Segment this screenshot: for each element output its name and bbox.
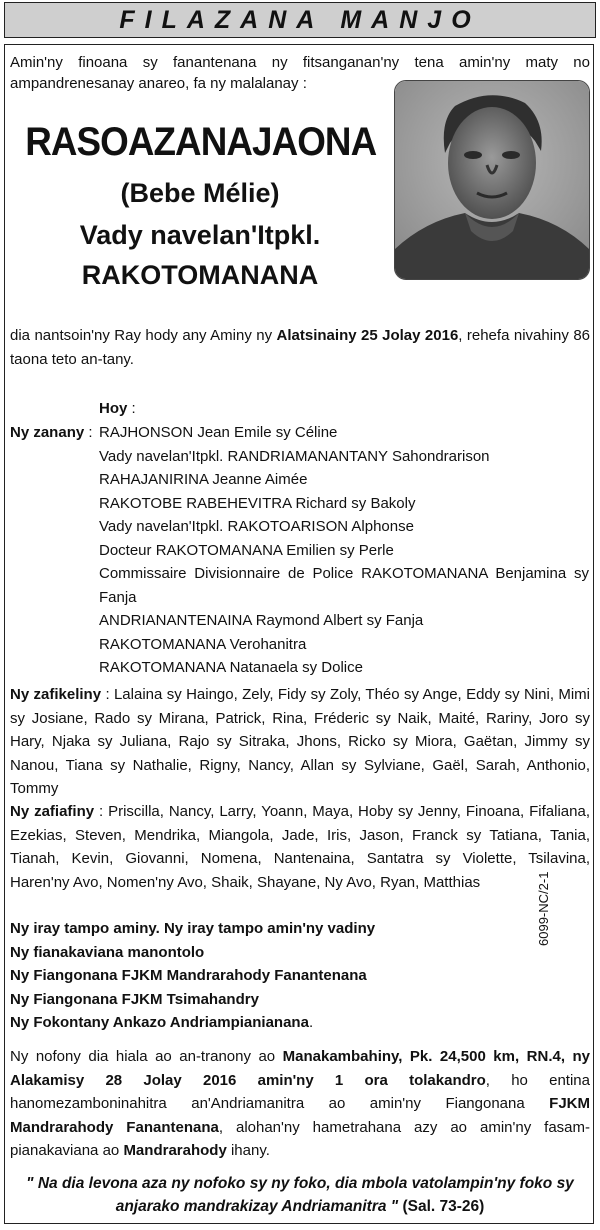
zafiafiny-names: : Priscilla, Nancy, Larry, Yoann, Maya, Hoby sy Jenny, Finoana, Fifaliana, Ezekias, Steven, Mendrika, Miangola, Jade, Iris, Jason, Franck sy Tatiana, Tania, Tianah, Kevin, Giovanni, Nomena, Nantenaina, Santatra sy Violette, Tsilavina, Haren'ny Avo, Nomen'ny Avo, Shaik, Shayane, Ny Avo, Ryan, Matthias [10, 803, 591, 891]
list-item: Docteur RAKOTOMANANA Emilien sy Perle [99, 541, 394, 559]
verse-text: " Na dia levona aza ny nofoko sy ny foko, dia mbola vatolampin'ny foko sy anjarako mandrakizay Andriamanitra " [26, 1175, 574, 1215]
header-banner [4, 2, 596, 38]
list-item: Vady navelan'Itpkl. RAKOTOARISON Alphonse [99, 518, 414, 535]
hoy-label: Hoy [99, 400, 128, 417]
others-list [10, 917, 530, 1035]
spouse-title: Vady navelan'Itpkl. [79, 220, 321, 250]
deceased-nickname: (Bebe Mélie) [120, 178, 280, 208]
zanany-list [99, 421, 589, 680]
header-title: FILAZANA MANJO [119, 5, 481, 34]
funeral-details [10, 1045, 590, 1163]
list-item: RAKOTOMANANA Natanaela sy Dolice [99, 659, 363, 676]
list-item: Ny iray tampo aminy. Ny iray tampo amin'ny vadiny [10, 920, 376, 937]
bible-verse [10, 1172, 590, 1218]
last-other: Ny Fokontany Ankazo Andriampianianana [10, 1014, 309, 1031]
intro-text: Amin'ny finoana sy fanantenana ny fitsanganan'ny tena amin'ny maty no ampandrenesanay anareo, fa ny malalanay : [10, 54, 590, 92]
funeral-place-time: Manakambahiny, Pk. 24,500 km, RN.4, ny Alakamisy 28 Jolay 2016 amin'ny 1 ora tolakandro [10, 1048, 590, 1089]
list-item: RAKOTOBE RABEHEVITRA Richard sy Bakoly [99, 494, 416, 512]
zafiafiny-paragraph [10, 800, 590, 894]
spouse-name: RAKOTOMANANA [81, 260, 319, 290]
zafikeliny-names: : Lalaina sy Haingo, Zely, Fidy sy Zoly, Théo sy Ange, Eddy sy Nini, Mimi sy Josiane, Rado sy Mirana, Patrick, Rina, Fréderic sy Naik, Maité, Rariny, Joro sy Hary, Njaka sy Juliana, Rajo sy Sitraka, Jhons, Ricko sy Miora, Gaëtan, Jimmy sy Nanou, Tiana sy Nathalie, Rigny, Nancy, Allan sy Sylviane, Gaël, Sarah, Anthonio, Tommy [10, 686, 590, 797]
funeral-text-3: , alohan'ny hametrahana azy ao amin'ny fasam-pianakaviana ao [10, 1118, 591, 1159]
list-item: Ny Fiangonana FJKM Tsimahandry [10, 990, 259, 1008]
list-item: Ny fianakaviana manontolo [10, 943, 205, 961]
death-notice [10, 324, 590, 371]
verse-citation: (Sal. 73-26) [398, 1198, 485, 1215]
funeral-text-2: , ho entina hanomezamboninahitra an'Andriamanitra ao amin'ny Fiangonana [10, 1071, 590, 1112]
hoy-line [99, 397, 136, 421]
list-item: Commissaire Divisionnaire de Police RAKOTOMANANA Benjamina sy Fanja [99, 565, 589, 606]
zanany-label: Ny zanany [10, 424, 85, 441]
funeral-church: FJKM Mandrarahody Fanantenana [10, 1095, 590, 1136]
death-prefix: dia nantsoin'ny Ray hody any Aminy ny [10, 327, 277, 344]
list-item: RAJHONSON Jean Emile sy Céline [99, 424, 338, 441]
portrait-photo [394, 80, 590, 280]
list-item: RAHAJANIRINA Jeanne Aimée [99, 471, 308, 488]
portrait-image [395, 81, 589, 279]
list-item: Ny Fiangonana FJKM Mandrarahody Fanantenana [10, 967, 367, 984]
deceased-name: RASOAZANAJAONA [25, 120, 377, 164]
funeral-text-1: Ny nofony dia hiala ao an-tranony ao [10, 1048, 283, 1065]
zafikeliny-paragraph [10, 683, 590, 801]
death-date: Alatsinainy 25 Jolay 2016 [276, 327, 459, 344]
reference-code: 6099-NC/2-1 [536, 871, 551, 946]
hoy-colon: : [127, 400, 136, 417]
list-item [10, 1011, 530, 1035]
zafiafiny-label: Ny zafiafiny [10, 803, 95, 820]
death-suffix: , rehefa nivahiny 86 taona teto an-tany. [10, 327, 590, 368]
list-item: RAKOTOMANANA Verohanitra [99, 635, 307, 653]
zanany-label-line [10, 421, 93, 445]
funeral-burial-place: Mandrarahody [123, 1142, 227, 1159]
list-item: Vady navelan'Itpkl. RANDRIAMANANTANY Sahondrarison [99, 447, 490, 465]
list-item: ANDRIANANTENAINA Raymond Albert sy Fanja [99, 612, 424, 629]
zanany-colon: : [84, 424, 93, 441]
zafikeliny-label: Ny zafikeliny [10, 686, 102, 703]
funeral-text-4: ihany. [226, 1142, 270, 1159]
period: . [308, 1014, 314, 1031]
